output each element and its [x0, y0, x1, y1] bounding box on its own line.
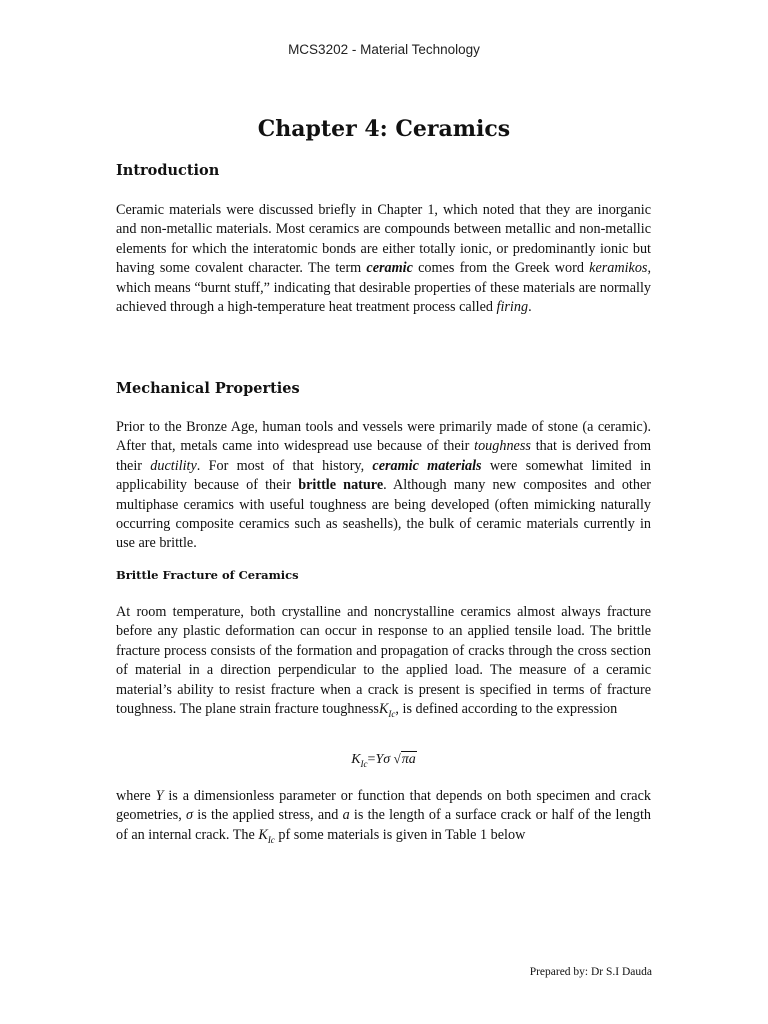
kic-symbol: $K_{Ic}$ — [258, 826, 275, 845]
page-footer: Prepared by: Dr S.I Dauda — [529, 966, 652, 978]
term-firing: firing — [496, 299, 529, 316]
brittle-fracture-paragraph: At room temperature, both crystalline and noncrystalline ceramics almost always fracture before any plastic deformation can occur in response to an applied tensile load. The brittle fracture process consists of the formation and propagation of cracks through the cross section of material in a direction perpendicular to the applied load. The measure of a ceramic material’s ability to resist fracture when a crack is present is specified in terms of fracture toughness. The plane strain fracture toughnessK$_{Ic}$, is defined according to the expression — [116, 604, 651, 719]
introduction-paragraph: Ceramic materials were discussed briefly in Chapter 1, which noted that they are inorganic and non-metallic materials. Most ceramics are compounds between metallic and non-metallic elements for which the interatomic bonds are either totally ionic, or predominantly ionic but having some covalent character. The term ceramic comes from the Greek word keramikos, which means “burnt stuff,” indicating that desirable properties of these materials are normally achieved through a high-temperature heat treatment process called firing. — [116, 202, 651, 316]
chapter-title: Chapter 4: Ceramics — [257, 116, 511, 142]
where-paragraph: where Y is a dimensionless parameter or function that depends on both specimen and crack geometries, σ is the applied stress, and a is the length of a surface crack or half of the length of an internal crack. The $K_{Ic}$ pf some materials is given in Table 1 below — [116, 788, 651, 845]
term-ceramic-materials: ceramic materials — [372, 457, 482, 474]
kic-symbol: $K_{Ic}$ — [378, 701, 396, 719]
brittle-fracture-heading: Brittle Fracture of Ceramics — [116, 568, 299, 582]
page-header: MCS3202 - Material Technology — [288, 42, 480, 57]
fracture-toughness-formula: $K_{Ic}=Y\sigma$ √πa — [351, 751, 416, 769]
square-root-symbol: √πa — [393, 751, 416, 767]
mechanical-heading: Mechanical Properties — [116, 380, 300, 397]
term-ceramic: ceramic — [366, 260, 413, 277]
term-toughness: toughness — [474, 438, 531, 455]
term-ductility: ductility — [150, 457, 197, 474]
term-keramikos: keramikos — [589, 260, 648, 277]
term-brittle-nature: brittle nature — [298, 477, 384, 494]
introduction-heading: Introduction — [116, 162, 220, 179]
mechanical-paragraph: Prior to the Bronze Age, human tools and vessels were primarily made of stone (a ceramic). After that, metals came into widespread use because of their toughness that is derived from their ductility. For most of that history, ceramic materials were somewhat limited in applicability because of their brittle nature. Although many new composites and other multiphase ceramics with useful toughness are being developed (often mimicking naturally occurring composite ceramics such as seashells), the bulk of ceramic materials currently in use are brittle. — [116, 419, 652, 552]
